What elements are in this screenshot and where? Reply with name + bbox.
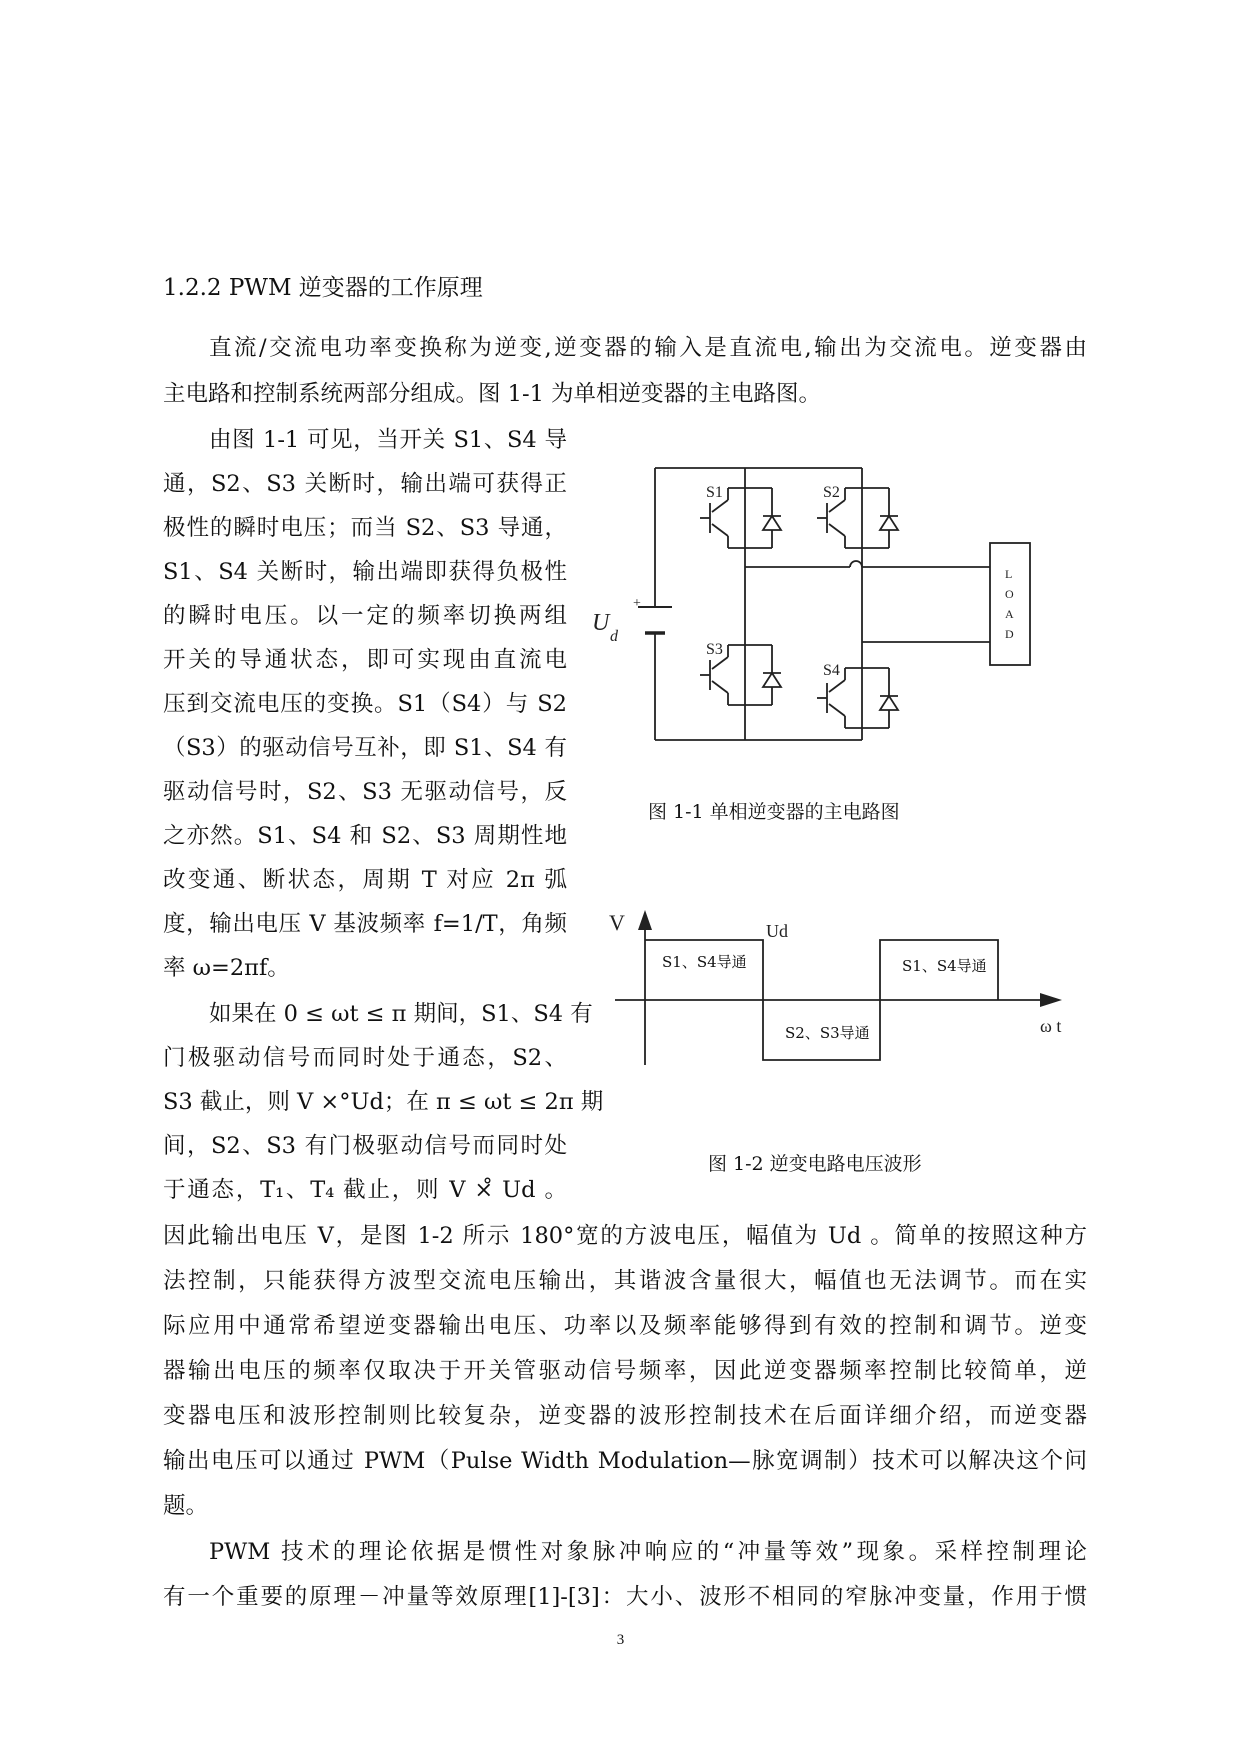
wire-crossover <box>850 561 862 567</box>
page-number: 3 <box>616 1632 625 1648</box>
para2-line: 驱动信号时，S2、S3 无驱动信号，反 <box>163 779 567 805</box>
para1-line: 主电路和控制系统两部分组成。图 1-1 为单相逆变器的主电路图。 <box>163 381 822 407</box>
para3-line: 于通态，T₁、T₄ 截止，则 V ×̊ Ud 。 <box>163 1177 567 1203</box>
para3-line: S3 截止，则 V ×°Ud；在 π ≤ ωt ≤ 2π 期 <box>163 1089 604 1115</box>
para2-line: 之亦然。S1、S4 和 S2、S3 周期性地 <box>163 823 567 849</box>
para3-cont-line: 变器电压和波形控制则比较复杂，逆变器的波形控制技术在后面详细介绍，而逆变器 <box>163 1403 1087 1429</box>
label-s3: S3 <box>706 641 723 658</box>
para2-line: 压到交流电压的变换。S1（S4）与 S2 <box>163 691 567 717</box>
para3-cont-line: 因此输出电压 V，是图 1-2 所示 180°宽的方波电压，幅值为 Ud 。简单的按照这种方 <box>163 1223 1087 1249</box>
load-letter: A <box>1005 607 1014 621</box>
wave-seg-3-label: S1、S4导通 <box>902 957 987 975</box>
para3-cont-line: 法控制，只能获得方波型交流电压输出，其谐波含量很大，幅值也无法调节。而在实 <box>163 1268 1087 1294</box>
para3-line: 门极驱动信号而同时处于通态，S2、 <box>163 1045 567 1071</box>
label-s4: S4 <box>823 662 840 679</box>
v-axis-arrow <box>638 910 652 930</box>
label-s1: S1 <box>706 484 723 501</box>
inverter-circuit-diagram <box>590 460 1040 770</box>
para2-line: 由图 1-1 可见，当开关 S1、S4 导 <box>209 427 567 453</box>
para2-line: 的瞬时电压。以一定的频率切换两组 <box>163 603 567 629</box>
para2-line: 度，输出电压 V 基波频率 f=1/T，角频 <box>163 911 567 937</box>
para1-line: 直流/交流电功率变换称为逆变,逆变器的输入是直流电,输出为交流电。逆变器由 <box>209 335 1087 361</box>
para3-cont-line: 器输出电压的频率仅取决于开关管驱动信号频率，因此逆变器频率控制比较简单，逆 <box>163 1358 1087 1384</box>
section-heading: 1.2.2 PWM 逆变器的工作原理 <box>163 275 483 301</box>
label-s2: S2 <box>823 484 840 501</box>
label-ud-amplitude: Ud <box>766 921 788 941</box>
para4-line: 有一个重要的原理－冲量等效原理[1]-[3]：大小、波形不相同的窄脉冲变量，作用于惯 <box>163 1584 1087 1610</box>
para3-cont-line: 际应用中通常希望逆变器输出电压、功率以及频率能够得到有效的控制和调节。逆变 <box>163 1313 1087 1339</box>
para2-line: （S3）的驱动信号互补，即 S1、S4 有 <box>163 735 567 761</box>
label-ud: U <box>592 610 610 636</box>
load-box <box>990 543 1030 665</box>
para2-line: S1、S4 关断时，输出端即获得负极性 <box>163 559 567 585</box>
label-v-axis: V <box>609 910 625 935</box>
label-plus: + <box>633 596 641 611</box>
figure1-caption: 图 1-1 单相逆变器的主电路图 <box>648 801 900 823</box>
para3-line: 间，S2、S3 有门极驱动信号而同时处 <box>163 1133 567 1159</box>
para3-cont-line: 输出电压可以通过 PWM（Pulse Width Modulation—脉宽调制）技术可以解决这个问 <box>163 1448 1087 1474</box>
load-letter: L <box>1005 567 1013 581</box>
para2-line: 通，S2、S3 关断时，输出端可获得正 <box>163 471 567 497</box>
load-letter: D <box>1005 627 1014 641</box>
label-ud-subscript: d <box>610 628 618 645</box>
para2-line: 极性的瞬时电压；而当 S2、S3 导通， <box>163 515 567 541</box>
wave-seg-1-label: S1、S4导通 <box>662 953 747 971</box>
voltage-waveform-diagram <box>600 900 1080 1070</box>
label-t-axis: ω t <box>1040 1016 1062 1036</box>
wave-seg-2-label: S2、S3导通 <box>785 1024 870 1042</box>
para3-line: 如果在 0 ≤ ωt ≤ π 期间，S1、S4 有 <box>209 1001 593 1027</box>
load-letter: O <box>1005 587 1014 601</box>
t-axis-arrow <box>1040 993 1062 1007</box>
para2-line: 率 ω=2πf。 <box>163 955 290 981</box>
para2-line: 改变通、断状态，周期 T 对应 2π 弧 <box>163 867 567 893</box>
para4-line: PWM 技术的理论依据是惯性对象脉冲响应的“冲量等效”现象。采样控制理论 <box>209 1539 1087 1565</box>
para3-cont-line: 题。 <box>163 1493 209 1519</box>
figure2-caption: 图 1-2 逆变电路电压波形 <box>708 1153 922 1175</box>
para2-line: 开关的导通状态，即可实现由直流电 <box>163 647 567 673</box>
